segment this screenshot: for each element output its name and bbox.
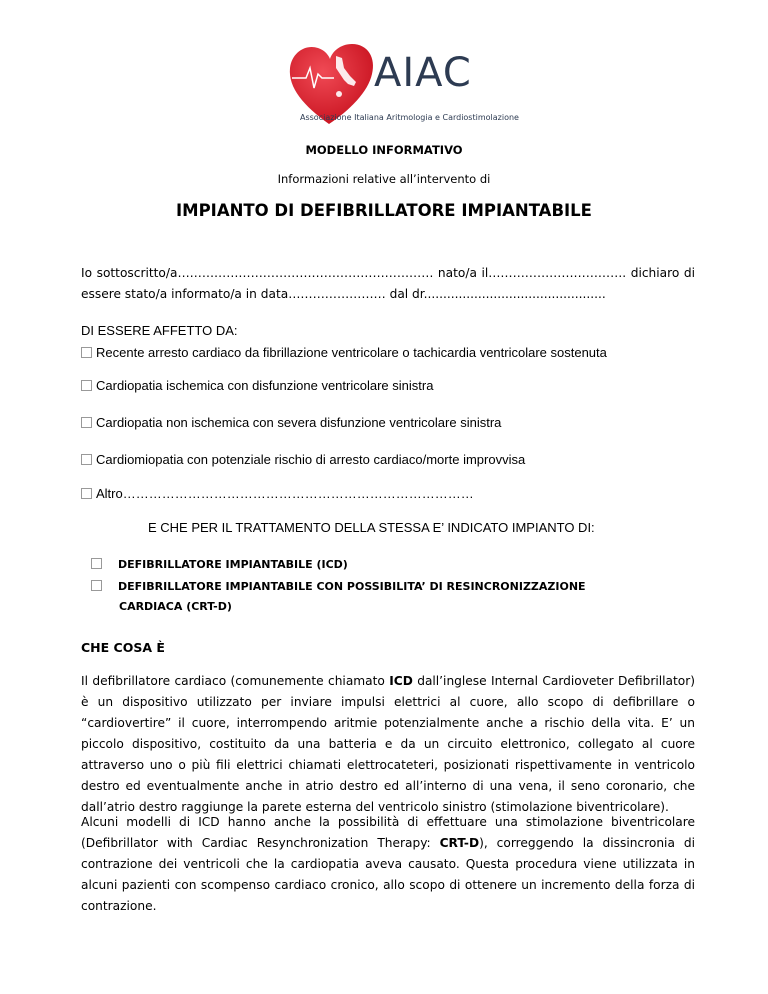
checkbox[interactable] bbox=[81, 488, 92, 499]
affetto-item: Cardiopatia ischemica con disfunzione ventricolare sinistra bbox=[81, 378, 433, 393]
document-title: IMPIANTO DI DEFIBRILLATORE IMPIANTABILE bbox=[176, 201, 592, 220]
trattamento-option-crtd-cont: CARDIACA (CRT-D) bbox=[119, 600, 232, 613]
affetto-item: Cardiomiopatia con potenziale rischio di arresto cardiaco/morte improvvisa bbox=[81, 452, 525, 467]
document-info-line: Informazioni relative all’intervento di bbox=[277, 172, 491, 186]
trattamento-option-icd: DEFIBRILLATORE IMPIANTABILE (ICD) bbox=[91, 558, 348, 571]
document-model-label: MODELLO INFORMATIVO bbox=[305, 143, 463, 157]
affetto-heading: DI ESSERE AFFETTO DA: bbox=[81, 323, 238, 338]
affetto-item: Altro……………………………………………………………………… bbox=[81, 486, 474, 501]
affetto-item: Recente arresto cardiaco da fibrillazione ventricolare o tachicardia ventricolare sostenuta bbox=[81, 345, 607, 360]
checkbox[interactable] bbox=[91, 558, 102, 569]
che-cosa-heading: CHE COSA È bbox=[81, 640, 165, 655]
checkbox[interactable] bbox=[81, 380, 92, 391]
declaration-line-2: essere stato/a informato/a in data…………………… dal dr............................................... bbox=[81, 287, 606, 301]
trattamento-heading: E CHE PER IL TRATTAMENTO DELLA STESSA E’ INDICATO IMPIANTO DI: bbox=[148, 520, 595, 535]
declaration-line-1: Io sottoscritto/a……………………………………………………… nato/a il……………………………. dichiaro di bbox=[81, 266, 695, 280]
checkbox[interactable] bbox=[81, 454, 92, 465]
logo-wordmark: AIAC bbox=[374, 50, 472, 96]
checkbox[interactable] bbox=[81, 417, 92, 428]
affetto-item: Cardiopatia non ischemica con severa disfunzione ventricolare sinistra bbox=[81, 415, 501, 430]
trattamento-option-crtd: DEFIBRILLATORE IMPIANTABILE CON POSSIBILITA’ DI RESINCRONIZZAZIONE bbox=[91, 580, 586, 593]
checkbox[interactable] bbox=[91, 580, 102, 591]
declaration-paragraph bbox=[81, 263, 695, 305]
che-cosa-paragraph-2: Alcuni modelli di ICD hanno anche la possibilità di effettuare una stimolazione biventricolare (Defibrillator with Cardiac Resynchronization Therapy: CRT-D), correggendo la dissincronia di contrazione dei ventricoli che la cardiopatia aveva causato. Questa procedura viene utilizzata in alcuni pazienti con scompenso cardiaco cronico, allo scopo di ottenere un incremento della forza di contrazione. bbox=[81, 815, 695, 913]
logo-subtitle: Associazione Italiana Aritmologia e Cardiostimolazione bbox=[300, 113, 519, 122]
checkbox[interactable] bbox=[81, 347, 92, 358]
che-cosa-paragraph-1: Il defibrillatore cardiaco (comunemente chiamato ICD dall’inglese Internal Cardioveter Defibrillator) è un dispositivo utilizzato per inviare impulsi elettrici al cuore, allo scopo di defibrillare o “cardiovertire” il cuore, interrompendo aritmie potenzialmente anche a rischio della vita. E’ un piccolo dispositivo, costituito da una batteria e da un circuito elettronico, collegato al cuore attraverso uno o più fili elettrici chiamati elettrocateteri, posizionati rispettivamente in ventricolo destro ed eventualmente anche in atrio destro ed all’interno di una vena, il seno coronario, che dall’atrio destro raggiunge la parete esterna del ventricolo sinistro (stimolazione biventricolare). bbox=[81, 674, 695, 814]
